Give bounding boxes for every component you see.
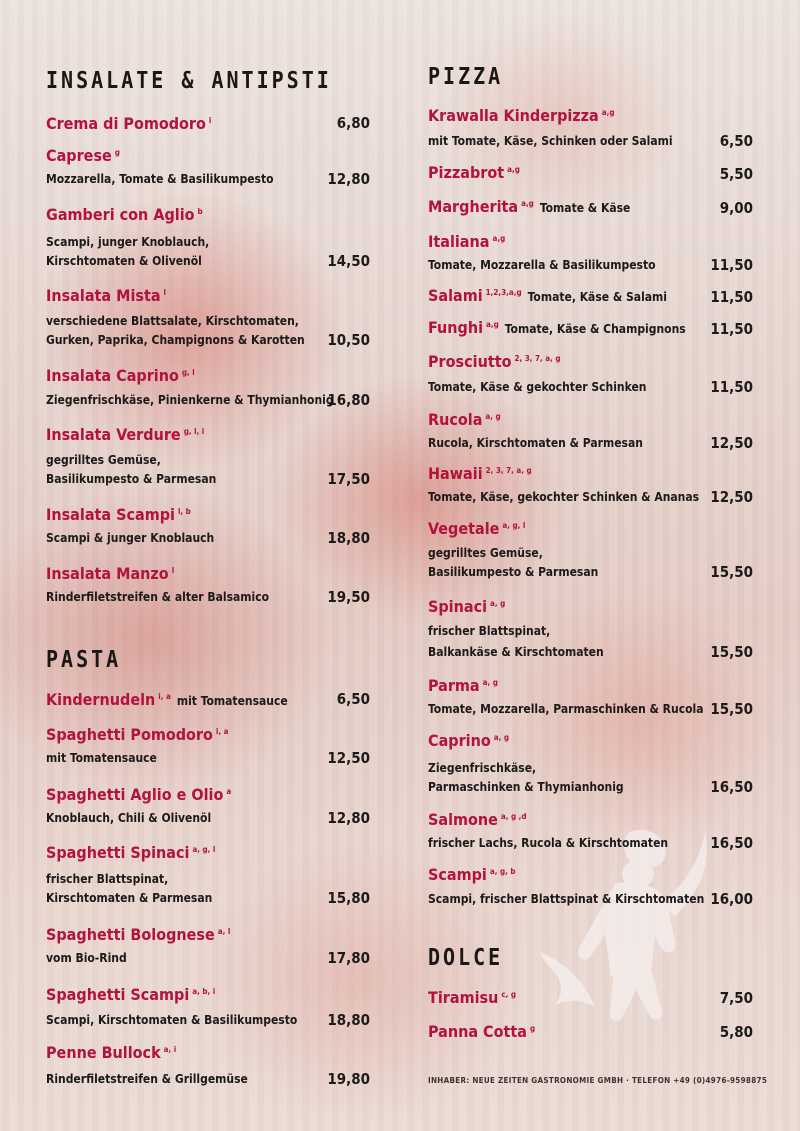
dish-description: mit Tomatensauce (176, 694, 288, 708)
dish-description: frischer Lachs, Rucola & Kirschtomaten (428, 836, 669, 850)
dish-description: Balkankäse & Kirschtomaten (428, 645, 604, 659)
dish-description: Tomate, Käse & Champignons (504, 322, 686, 336)
allergen-codes: g (529, 1024, 536, 1033)
dish-description: Basilikumpesto & Parmesan (428, 565, 599, 579)
dish-price: 16,50 (710, 778, 753, 796)
dish-name: Tiramisu $^{c, g}$ (428, 988, 516, 1007)
dish-price: 11,50 (710, 320, 753, 338)
dish-description: Gurken, Paprika, Champignons & Karotten (46, 333, 305, 347)
dish-description: Tomate, Käse & gekochter Schinken (428, 380, 647, 394)
allergen-codes: a, g, l (192, 845, 216, 854)
dish-description: Kirschtomaten & Parmesan (46, 891, 213, 905)
dish-price: 15,80 (327, 889, 370, 907)
dish-name: Caprino $^{a, g}$ (428, 731, 509, 750)
dish-description: Ziegenfrischkäse, Pinienkerne & Thymianhonig (46, 393, 334, 407)
dish-price: 16,50 (710, 834, 753, 852)
dish-description: Tomate, Mozzarella & Basilikumpesto (428, 258, 656, 272)
allergen-codes: a, g, b (489, 867, 516, 876)
dish-price: 5,80 (719, 1023, 753, 1041)
dish-price: 17,50 (327, 470, 370, 488)
dish-name: Spinaci $^{a, g}$ (428, 597, 506, 616)
allergen-codes: i, a (158, 692, 171, 701)
allergen-codes: 2, 3, 7, a, g (485, 466, 532, 475)
dish-description: Scampi & junger Knoblauch (46, 531, 215, 545)
dish-description: gegrilltes Gemüse, (46, 453, 161, 467)
dish-name: Pizzabrot $^{a,g}$ (428, 163, 520, 182)
dish-description: Tomate, Käse, gekochter Schinken & Ananas (428, 490, 700, 504)
allergen-codes: a, g (485, 412, 501, 421)
allergen-codes: a,g (601, 108, 615, 117)
dish-price: 9,00 (719, 199, 753, 217)
allergen-codes: l, b (177, 507, 191, 516)
dish-description: vom Bio-Rind (46, 951, 127, 965)
dish-name: Spaghetti Spinaci $^{a, g, l}$ (46, 843, 216, 862)
dish-price: 17,80 (327, 949, 370, 967)
dish-name: Scampi $^{a, g, b}$ (428, 865, 516, 884)
allergen-codes: a, g (490, 599, 506, 608)
dish-name: Spaghetti Bolognese $^{a, l}$ (46, 925, 231, 944)
dish-description: gegrilltes Gemüse, (428, 546, 543, 560)
dish-price: 12,50 (710, 488, 753, 506)
salads-heading: INSALATE & ANTIPSTI (46, 66, 332, 94)
dish-name: Crema di Pomodoro $^i$ (46, 114, 212, 133)
dish-description: Rinderfiletstreifen & Grillgemüse (46, 1072, 248, 1086)
allergen-codes: a, b, i (192, 987, 216, 996)
allergen-codes: a,g (486, 320, 499, 329)
dish-name: Insalata Verdure $^{g, l, i}$ (46, 425, 205, 444)
dish-name: Funghi $^{a,g}$ Tomate, Käse & Champignons (428, 318, 686, 337)
dish-price: 18,80 (327, 1011, 370, 1029)
allergen-codes: a,g (507, 165, 520, 174)
dish-name: Panna Cotta $^g$ (428, 1022, 536, 1041)
dish-description: verschiedene Blattsalate, Kirschtomaten, (46, 314, 299, 328)
dish-name: Insalata Caprino $^{g, l}$ (46, 366, 195, 385)
dish-price: 12,80 (327, 170, 370, 188)
dish-price: 18,80 (327, 529, 370, 547)
dish-description: Basilikumpesto & Parmesan (46, 472, 217, 486)
dish-name: Rucola $^{a, g}$ (428, 410, 501, 429)
dish-price: 6,50 (719, 132, 753, 150)
allergen-codes: i (208, 116, 212, 125)
dish-name: Italiana $^{a,g}$ (428, 232, 506, 251)
dish-name: Penne Bullock $^{a, i}$ (46, 1043, 177, 1062)
dish-description: Ziegenfrischkäse, (428, 761, 537, 775)
allergen-codes: a, g, l (502, 521, 526, 530)
dish-description: Tomate, Mozzarella, Parmaschinken & Rucola (428, 702, 704, 716)
dish-description: Parmaschinken & Thymianhonig (428, 780, 624, 794)
allergen-codes: c, g (501, 990, 516, 999)
dish-price: 11,50 (710, 378, 753, 396)
dish-description: mit Tomate, Käse, Schinken oder Salami (428, 134, 673, 148)
dish-price: 15,50 (710, 563, 753, 581)
dish-price: 12,50 (710, 434, 753, 452)
dish-name: Kindernudeln $^{i, a}$ mit Tomatensauce (46, 690, 288, 709)
allergen-codes: 1,2,3,a,g (485, 288, 522, 297)
dish-price: 5,50 (719, 165, 753, 183)
dish-description: frischer Blattspinat, (46, 872, 169, 886)
dish-price: 12,50 (327, 749, 370, 767)
dish-name: Prosciutto $^{2, 3, 7, a, g}$ (428, 352, 561, 371)
dish-price: 16,00 (710, 890, 753, 908)
dish-name: Caprese $^g$ (46, 146, 120, 165)
chef-figure-icon (510, 822, 720, 1037)
pizza-heading: PIZZA (428, 62, 504, 90)
allergen-codes: a,g (492, 234, 506, 243)
dish-price: 7,50 (719, 989, 753, 1007)
dish-price: 19,80 (327, 1070, 370, 1088)
footer-contact: INHABER: NEUE ZEITEN GASTRONOMIE GMBH · TELEFON +49 (0)4976-9598875 (428, 1076, 768, 1085)
dish-price: 16,80 (327, 391, 370, 409)
dish-price: 10,50 (327, 331, 370, 349)
dish-description: Scampi, frischer Blattspinat & Kirschtomaten (428, 892, 705, 906)
allergen-codes: l (171, 566, 175, 575)
allergen-codes: i, a (215, 727, 229, 736)
dish-name: Spaghetti Pomodoro $^{i, a}$ (46, 725, 229, 744)
dish-name: Parma $^{a, g}$ (428, 676, 498, 695)
allergen-codes: g (114, 148, 120, 157)
allergen-codes: a (226, 787, 232, 796)
dish-price: 14,50 (327, 252, 370, 270)
dish-description: Tomate & Käse (539, 201, 631, 215)
dish-price: 15,50 (710, 700, 753, 718)
dish-description: Rinderfiletstreifen & alter Balsamico (46, 590, 270, 604)
dish-name: Gamberi con Aglio $^b$ (46, 205, 203, 224)
dish-price: 12,80 (327, 809, 370, 827)
dish-name: Salami $^{1,2,3,a,g}$ Tomate, Käse & Salami (428, 286, 668, 305)
pasta-heading: PASTA (46, 645, 122, 673)
dish-description: Tomate, Käse & Salami (527, 290, 668, 304)
dish-name: Insalata Scampi $^{l, b}$ (46, 505, 191, 524)
dolce-heading: DOLCE (428, 943, 504, 971)
dish-name: Spaghetti Scampi $^{a, b, i}$ (46, 985, 216, 1004)
dish-description: Mozzarella, Tomate & Basilikumpesto (46, 172, 274, 186)
dish-description: Kirschtomaten & Olivenöl (46, 254, 202, 268)
dish-price: 11,50 (710, 288, 753, 306)
dish-name: Insalata Manzo $^l$ (46, 564, 175, 583)
allergen-codes: a, g ,d (500, 812, 527, 821)
dish-name: Hawaii $^{2, 3, 7, a, g}$ (428, 464, 532, 483)
allergen-codes: 2, 3, 7, a, g (514, 354, 561, 363)
allergen-codes: l (163, 288, 167, 297)
dish-description: Scampi, junger Knoblauch, (46, 235, 210, 249)
dish-description: frischer Blattspinat, (428, 624, 551, 638)
dish-price: 19,50 (327, 588, 370, 606)
allergen-codes: a, i (163, 1045, 177, 1054)
allergen-codes: g, l, i (183, 427, 205, 436)
allergen-codes: g, l (181, 368, 195, 377)
dish-name: Salmone $^{a, g ,d}$ (428, 810, 527, 829)
allergen-codes: a, g (493, 733, 509, 742)
dish-price: 6,80 (336, 114, 370, 132)
dish-name: Krawalla Kinderpizza $^{a,g}$ (428, 106, 615, 125)
allergen-codes: a, g (482, 678, 498, 687)
dish-description: Scampi, Kirschtomaten & Basilikumpesto (46, 1013, 298, 1027)
dish-price: 11,50 (710, 256, 753, 274)
dish-price: 6,50 (336, 690, 370, 708)
allergen-codes: a,g (521, 199, 534, 208)
allergen-codes: a, l (217, 927, 231, 936)
dish-name: Margherita $^{a,g}$ Tomate & Käse (428, 197, 631, 216)
dish-name: Insalata Mista $^l$ (46, 286, 167, 305)
dish-description: Rucola, Kirschtomaten & Parmesan (428, 436, 643, 450)
dish-description: Knoblauch, Chili & Olivenöl (46, 811, 212, 825)
allergen-codes: b (197, 207, 203, 216)
dish-price: 15,50 (710, 643, 753, 661)
dish-name: Vegetale $^{a, g, l}$ (428, 519, 526, 538)
dish-name: Spaghetti Aglio e Olio $^a$ (46, 785, 232, 804)
dish-description: mit Tomatensauce (46, 751, 157, 765)
